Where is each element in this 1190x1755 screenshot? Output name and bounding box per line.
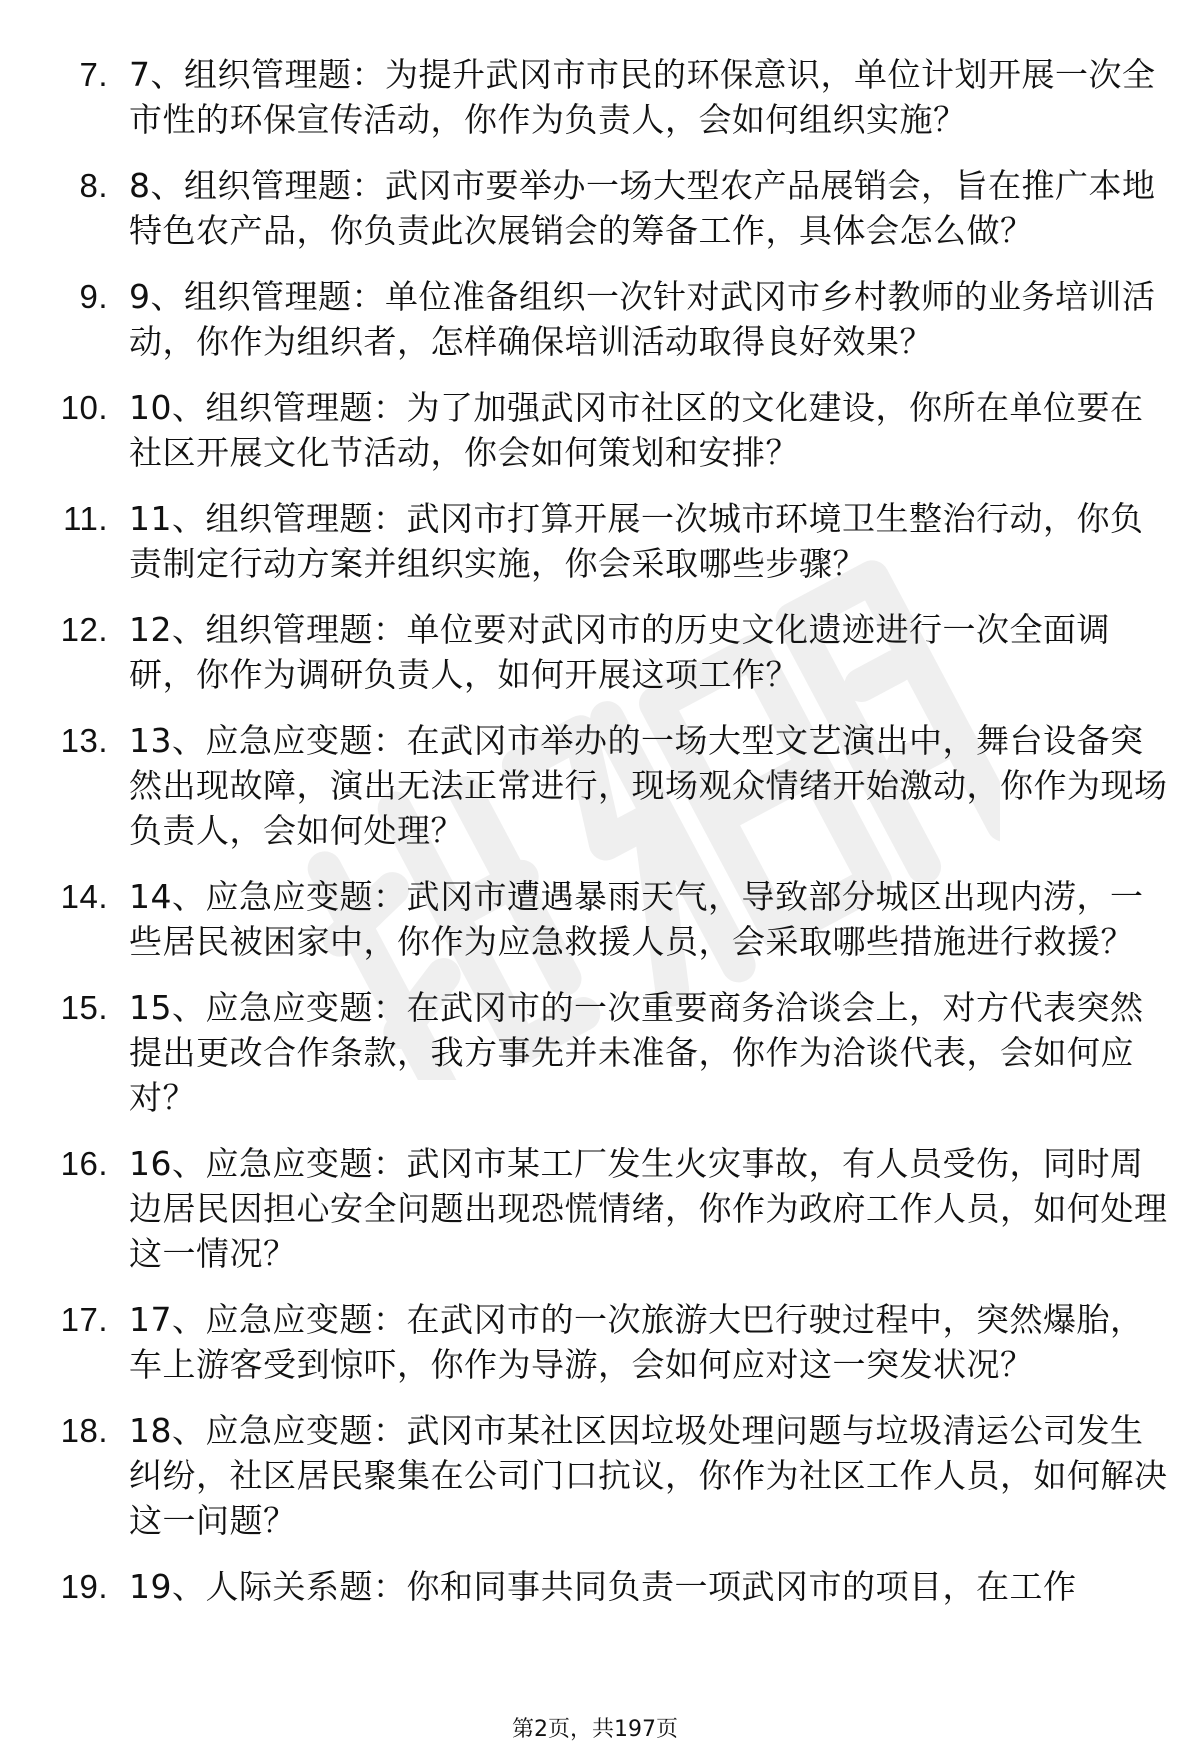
- question-number: 13.: [60, 722, 108, 759]
- question-number: 17.: [60, 1301, 108, 1338]
- question-item: [0, 274, 1190, 364]
- question-number: 7.: [79, 56, 108, 93]
- question-number: 16.: [60, 1145, 108, 1182]
- question-number: 8.: [79, 167, 108, 204]
- question-text: 12、组织管理题：单位要对武冈市的历史文化遗迹进行一次全面调研，你作为调研负责人，如何开展这项工作？: [129, 610, 1110, 694]
- question-item: [0, 1297, 1190, 1387]
- question-text: 7、组织管理题：为提升武冈市市民的环保意识，单位计划开展一次全市性的环保宣传活动，你作为负责人，会如何组织实施？: [129, 55, 1156, 139]
- question-text: 13、应急应变题：在武冈市举办的一场大型文艺演出中，舞台设备突然出现故障，演出无法正常进行，现场观众情绪开始激动，你作为现场负责人，会如何处理？: [129, 721, 1168, 850]
- question-item: [0, 163, 1190, 253]
- question-text: 11、组织管理题：武冈市打算开展一次城市环境卫生整治行动，你负责制定行动方案并组织实施，你会采取哪些步骤？: [129, 499, 1144, 583]
- question-item: [0, 718, 1190, 853]
- question-item: [0, 1141, 1190, 1276]
- question-item: [0, 985, 1190, 1120]
- question-text: 15、应急应变题：在武冈市的一次重要商务洽谈会上，对方代表突然提出更改合作条款，我方事先并未准备，你作为洽谈代表，会如何应对？: [129, 988, 1144, 1117]
- question-text: 17、应急应变题：在武冈市的一次旅游大巴行驶过程中，突然爆胎，车上游客受到惊吓，你作为导游，会如何应对这一突发状况？: [129, 1300, 1144, 1384]
- question-text: 8、组织管理题：武冈市要举办一场大型农产品展销会，旨在推广本地特色农产品，你负责此次展销会的筹备工作，具体会怎么做？: [129, 166, 1156, 250]
- question-item: [0, 1408, 1190, 1543]
- page-number-label: 第2页，共197页: [512, 1717, 678, 1742]
- question-item: [0, 496, 1190, 586]
- question-text: 10、组织管理题：为了加强武冈市社区的文化建设，你所在单位要在社区开展文化节活动，你会如何策划和安排？: [129, 388, 1144, 472]
- question-number: 12.: [60, 611, 108, 648]
- question-number: 18.: [60, 1412, 108, 1449]
- question-number: 9.: [79, 278, 108, 315]
- question-list: [0, 52, 1190, 1630]
- question-text: 9、组织管理题：单位准备组织一次针对武冈市乡村教师的业务培训活动，你作为组织者，怎样确保培训活动取得良好效果？: [129, 277, 1156, 361]
- question-text: 18、应急应变题：武冈市某社区因垃圾处理问题与垃圾清运公司发生纠纷，社区居民聚集在公司门口抗议，你作为社区工作人员，如何解决这一问题？: [129, 1411, 1168, 1540]
- question-text: 16、应急应变题：武冈市某工厂发生火灾事故，有人员受伤，同时周边居民因担心安全问题出现恐慌情绪，你作为政府工作人员，如何处理这一情况？: [129, 1144, 1168, 1273]
- question-number: 15.: [60, 989, 108, 1026]
- question-item: [0, 52, 1190, 142]
- question-number: 11.: [63, 500, 108, 537]
- question-text: 19、人际关系题：你和同事共同负责一项武冈市的项目，在工作: [129, 1567, 1077, 1606]
- question-item: [0, 385, 1190, 475]
- page-footer: [0, 1716, 1190, 1744]
- question-number: 14.: [60, 878, 108, 915]
- question-item: [0, 1564, 1190, 1609]
- question-item: [0, 874, 1190, 964]
- question-number: 19.: [60, 1568, 108, 1605]
- question-text: 14、应急应变题：武冈市遭遇暴雨天气，导致部分城区出现内涝，一些居民被困家中，你作为应急救援人员，会采取哪些措施进行救援？: [129, 877, 1144, 961]
- question-item: [0, 607, 1190, 697]
- question-number: 10.: [60, 389, 108, 426]
